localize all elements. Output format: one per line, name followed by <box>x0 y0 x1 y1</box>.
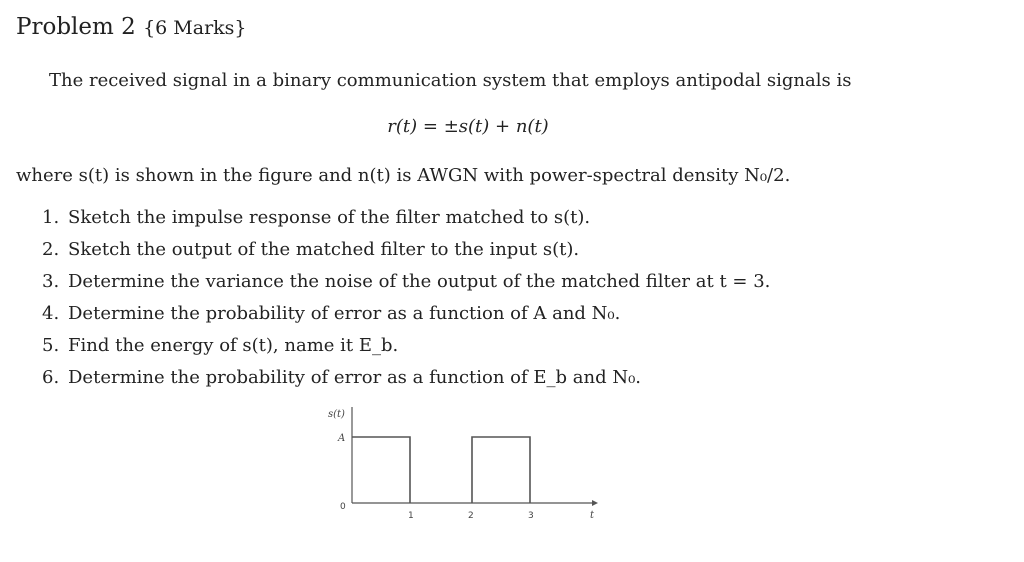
question-number: 5. <box>42 335 60 356</box>
question-item <box>42 366 770 398</box>
question-text: Determine the variance the noise of the output of the matched filter at t = 3. <box>68 271 771 292</box>
question-item <box>42 206 770 238</box>
question-number: 6. <box>42 367 60 388</box>
y-tick-label-a: A <box>338 433 346 444</box>
x-axis-arrow <box>592 500 598 506</box>
signal-figure <box>300 395 610 530</box>
intro-text: The received signal in a binary communication system that employs antipodal signals is <box>49 70 852 91</box>
question-item <box>42 238 770 270</box>
question-text: Sketch the output of the matched filter to the input s(t). <box>68 239 580 260</box>
y-tick-label-zero: 0 <box>340 502 346 512</box>
equation-text: r(t) = ±s(t) + n(t) <box>387 116 549 137</box>
question-number: 3. <box>42 271 60 292</box>
x-axis-label: t <box>590 510 595 521</box>
question-text: Find the energy of s(t), name it E_b. <box>68 335 399 356</box>
question-number: 1. <box>42 207 60 228</box>
question-item <box>42 334 770 366</box>
x-tick-label-1: 1 <box>408 511 414 521</box>
question-number: 2. <box>42 239 60 260</box>
question-item <box>42 302 770 334</box>
x-tick-label-2: 2 <box>468 511 474 521</box>
x-tick-label-3: 3 <box>528 511 534 521</box>
question-item <box>42 270 770 302</box>
pulse-1 <box>352 437 410 503</box>
question-number: 4. <box>42 303 60 324</box>
where-text: where s(t) is shown in the figure and n(t) is AWGN with power-spectral density N₀/2. <box>16 165 791 186</box>
y-axis-label: s(t) <box>328 409 345 420</box>
signal-equation <box>0 116 936 137</box>
question-list <box>42 206 770 398</box>
marks-label: {6 Marks} <box>143 17 247 39</box>
problem-title <box>16 14 247 40</box>
question-text: Determine the probability of error as a function of A and N₀. <box>68 303 621 324</box>
problem-number: Problem 2 <box>16 14 136 40</box>
question-text: Determine the probability of error as a function of E_b and N₀. <box>68 367 642 388</box>
question-text: Sketch the impulse response of the filter matched to s(t). <box>68 207 591 228</box>
pulse-2 <box>472 437 530 503</box>
